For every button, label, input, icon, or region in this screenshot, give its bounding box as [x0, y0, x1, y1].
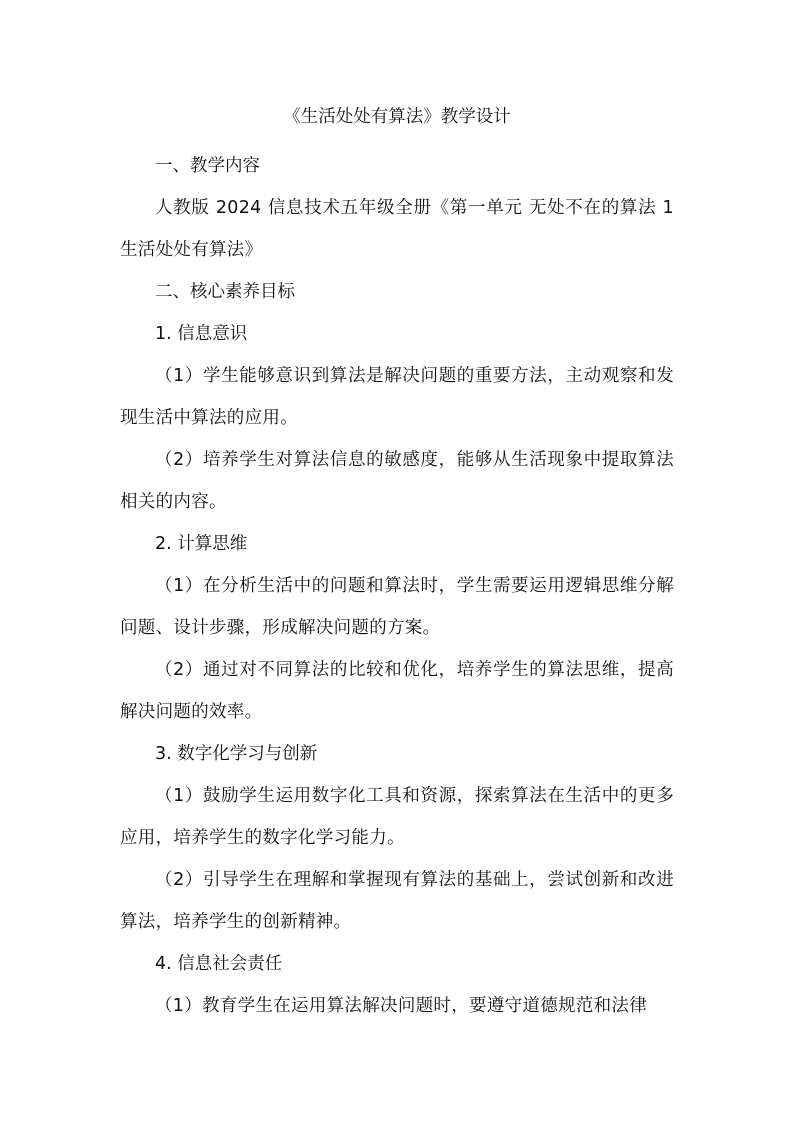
goal4-item1: （1）教育学生在运用算法解决问题时，要遵守道德规范和法律: [155, 996, 648, 1016]
goal-heading-computational-thinking: 2. 计算思维: [155, 534, 248, 554]
goal-heading-digital-learning: 3. 数字化学习与创新: [155, 744, 318, 764]
goal3-item2: （2）引导学生在理解和掌握现有算法的基础上，尝试创新和改进算法，培养学生的创新精神。: [120, 870, 674, 932]
goal-heading-information-awareness: 1. 信息意识: [155, 324, 248, 344]
goal-heading-social-responsibility: 4. 信息社会责任: [155, 954, 283, 974]
goal2-item1: （1）在分析生活中的问题和算法时，学生需要运用逻辑思维分解问题、设计步骤，形成解决问题的方案。: [120, 576, 674, 638]
goal1-item1: （1）学生能够意识到算法是解决问题的重要方法，主动观察和发现生活中算法的应用。: [120, 366, 674, 428]
goal2-item2: （2）通过对不同算法的比较和优化，培养学生的算法思维，提高解决问题的效率。: [120, 660, 674, 722]
goal3-item1: （1）鼓励学生运用数字化工具和资源，探索算法在生活中的更多应用，培养学生的数字化学习能力。: [120, 786, 674, 848]
document-title: 《生活处处有算法》教学设计: [283, 107, 511, 127]
section-heading-core-goals: 二、核心素养目标: [155, 282, 295, 302]
goal1-item2: （2）培养学生对算法信息的敏感度，能够从生活现象中提取算法相关的内容。: [120, 450, 674, 512]
teaching-content-text: 人教版 2024 信息技术五年级全册《第一单元 无处不在的算法 1 生活处处有算法》: [120, 198, 674, 260]
section-heading-teaching-content: 一、教学内容: [155, 156, 260, 176]
